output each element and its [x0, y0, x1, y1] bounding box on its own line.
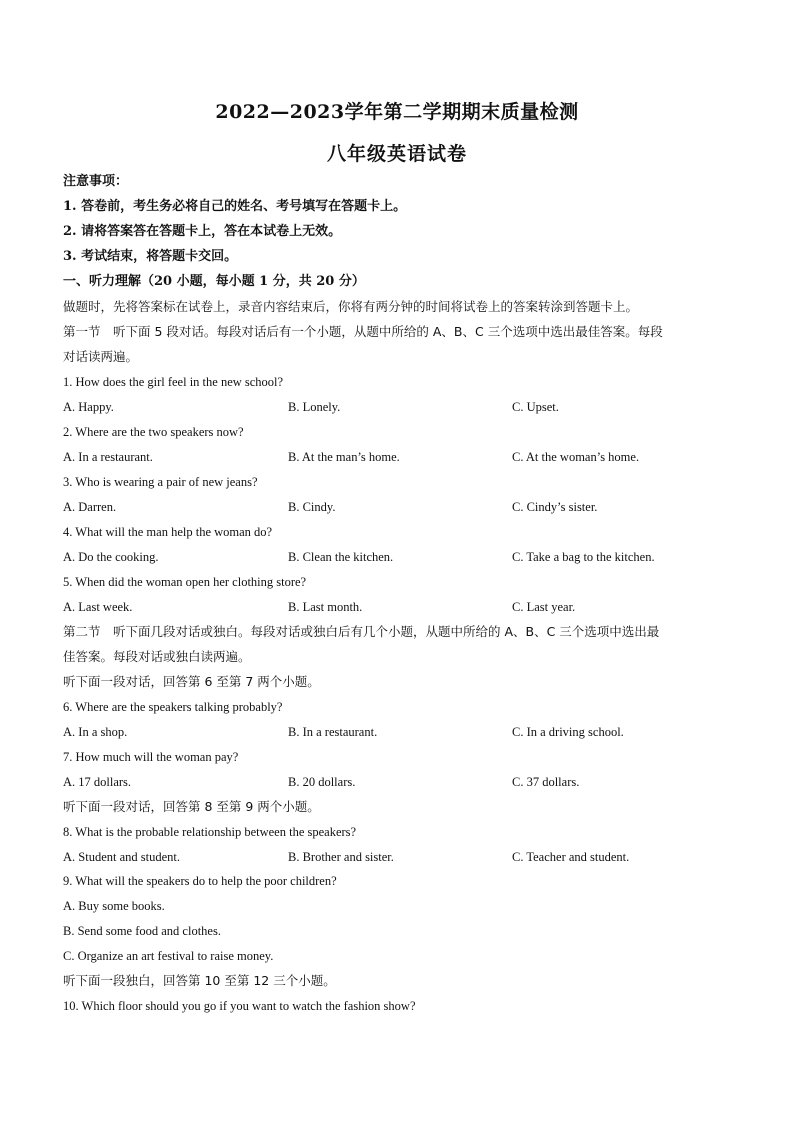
- option-b: B. Send some food and clothes.: [63, 924, 221, 938]
- option-c: C. 37 dollars.: [512, 775, 580, 789]
- section-instruction: 做题时，先将答案标在试卷上，录音内容结束后，你将有两分钟的时间将试卷上的答案转涂到答题卡上。: [63, 299, 639, 314]
- option-b: B. Clean the kitchen.: [288, 550, 394, 564]
- question-10: 10. Which floor should you go if you want to watch the fashion show?: [63, 999, 416, 1013]
- option-c: C. Upset.: [512, 400, 559, 414]
- option-b: B. Last month.: [288, 600, 363, 614]
- option-a: A. Student and student.: [63, 850, 181, 864]
- section-heading: 一、听力理解（20 小题，每小题 1 分，共 20 分）: [63, 274, 365, 289]
- question-9: 9. What will the speakers do to help the poor children?: [63, 874, 337, 888]
- question-8: 8. What is the probable relationship between the speakers?: [63, 825, 357, 839]
- option-c: C. Last year.: [512, 600, 576, 614]
- notice-item: 3. 考试结束，将答题卡交回。: [63, 249, 238, 264]
- option-c: C. In a driving school.: [512, 725, 624, 739]
- part1-instruction: 第一节 听下面 5 段对话。每段对话后有一个小题，从题中所给的 A、B、C 三个选项中选出最佳答案。每段: [63, 324, 663, 339]
- option-a: A. Happy.: [63, 400, 114, 414]
- option-b: B. Brother and sister.: [288, 850, 394, 864]
- monologue-lead: 听下面一段独白，回答第 10 至第 12 三个小题。: [63, 973, 336, 988]
- exam-title: 2022—2023学年第二学期期末质量检测: [215, 101, 579, 123]
- question-1: 1. How does the girl feel in the new school?: [63, 375, 284, 389]
- question-4: 4. What will the man help the woman do?: [63, 525, 273, 539]
- option-a: A. Darren.: [63, 500, 117, 514]
- option-b: B. Cindy.: [288, 500, 336, 514]
- part1-instruction-cont: 对话读两遍。: [63, 349, 139, 364]
- option-a: A. In a shop.: [63, 725, 128, 739]
- option-c: C. At the woman’s home.: [512, 450, 640, 464]
- option-c: C. Teacher and student.: [512, 850, 630, 864]
- question-3: 3. Who is wearing a pair of new jeans?: [63, 475, 258, 489]
- exam-subtitle: 八年级英语试卷: [326, 143, 467, 165]
- option-c: C. Take a bag to the kitchen.: [512, 550, 655, 564]
- option-c: C. Cindy’s sister.: [512, 500, 598, 514]
- option-a: A. Last week.: [63, 600, 133, 614]
- option-c: C. Organize an art festival to raise money.: [63, 949, 274, 963]
- question-6: 6. Where are the speakers talking probably?: [63, 700, 283, 714]
- option-b: B. At the man’s home.: [288, 450, 400, 464]
- option-a: A. 17 dollars.: [63, 775, 132, 789]
- part2-instruction: 第二节 听下面几段对话或独白。每段对话或独白后有几个小题，从题中所给的 A、B、C 三个选项中选出最: [63, 624, 660, 639]
- dialogue-lead: 听下面一段对话，回答第 8 至第 9 两个小题。: [63, 799, 320, 814]
- dialogue-lead: 听下面一段对话，回答第 6 至第 7 两个小题。: [63, 674, 320, 689]
- notice-item: 2. 请将答案答在答题卡上，答在本试卷上无效。: [63, 224, 342, 239]
- notice-heading: 注意事项：: [63, 174, 129, 189]
- question-5: 5. When did the woman open her clothing store?: [63, 575, 307, 589]
- option-b: B. 20 dollars.: [288, 775, 356, 789]
- option-a: A. Do the cooking.: [63, 550, 159, 564]
- question-2: 2. Where are the two speakers now?: [63, 425, 244, 439]
- option-a: A. Buy some books.: [63, 899, 165, 913]
- question-7: 7. How much will the woman pay?: [63, 750, 239, 764]
- part2-instruction-cont: 佳答案。每段对话或独白读两遍。: [63, 649, 251, 664]
- option-b: B. In a restaurant.: [288, 725, 378, 739]
- option-b: B. Lonely.: [288, 400, 341, 414]
- notice-item: 1. 答卷前，考生务必将自己的姓名、考号填写在答题卡上。: [63, 199, 407, 214]
- option-a: A. In a restaurant.: [63, 450, 153, 464]
